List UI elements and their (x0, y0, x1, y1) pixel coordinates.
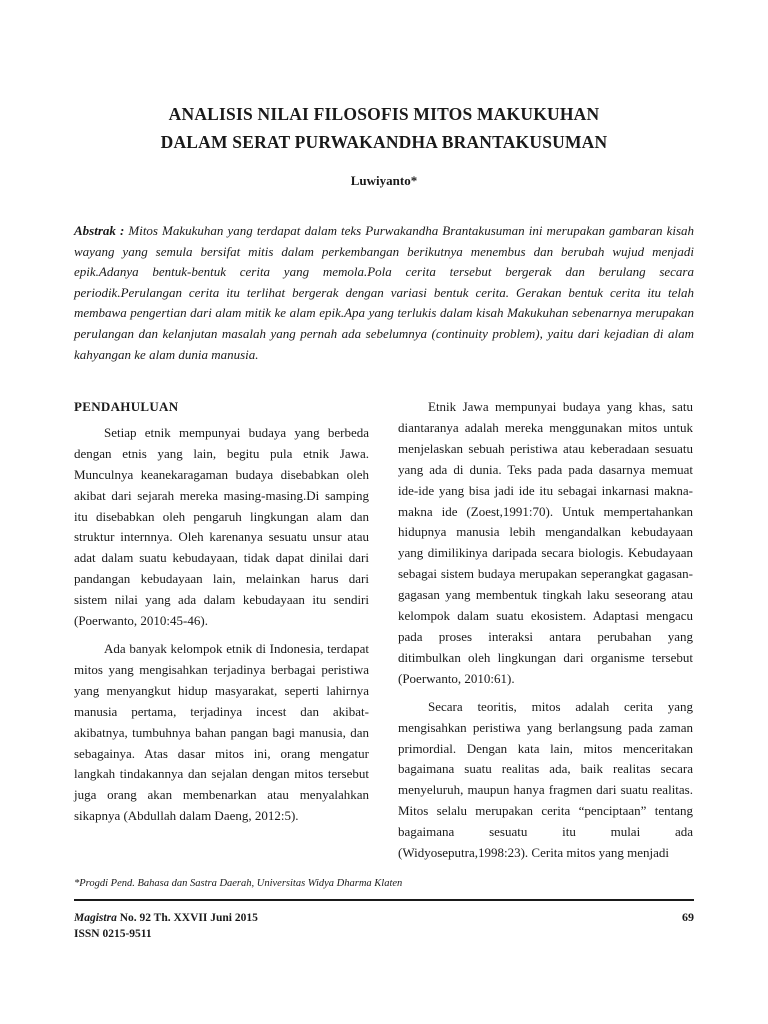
author-name: Luwiyanto* (350, 173, 418, 188)
issn: ISSN 0215-9511 (74, 928, 152, 940)
title-line-2: DALAM SERAT PURWAKANDHA BRANTAKUSUMAN (160, 132, 608, 152)
paragraph: Secara teoritis, mitos adalah cerita yang mengisahkan peristiwa yang berlangsung pada zaman primordial. Dengan kata lain, mitos menceritakan bagaimana suatu realitas ada, baik realitas secara menyeluruh, maupun hanya fragmen dari suatu realitas. Mitos selalu merupakan cerita “penciptaan” tentang bagaimana sesuatu itu mulai ada (Widyoseputra,1998:23). Cerita mitos yang menjadi (398, 698, 693, 861)
paragraph: Ada banyak kelompok etnik di Indonesia, terdapat mitos yang mengisahkan terjadinya berbagai peristiwa yang menyangkut hidup masyarakat, seperti lahirnya manusia pertama, terjadinya incest dan akibat-akibatnya, tumbuhnya bahan pangan bagi manusia, dan sebagainya. Atas dasar mitos ini, orang mengatur langkah tindakannya dan sejalan dengan mitos tersebut juga orang akan membenarkan atau menyalahkan sikapnya (Abdullah dalam Daeng, 2012:5). (74, 640, 369, 824)
footer-divider (74, 899, 694, 901)
right-column (398, 397, 693, 871)
journal-name: Magistra (74, 912, 117, 924)
paragraph: Etnik Jawa mempunyai budaya yang khas, satu diantaranya adalah mereka menggunakan mitos untuk menjelaskan sebuah peristiwa atau keberadaan sesuatu yang ada di dunia. Teks pada pada dasarnya memuat ide-ide yang bisa jadi ide itu sebagai inkarnasi makna-makna ide (Zoest,1991:70). Untuk mempertahankan hidupnya manusia lebih mengandalkan kebudayaan yang dimilikinya daripada secara biologis. Kebudayaan sebagai sistem budaya merupakan seperangkat gagasan-gagasan yang membentuk tingkah laku seseorang atau kelompok dalam suatu ekosistem. Adaptasi mengacu pada proses interaksi antara perubahan yang ditimbulkan oleh lingkungan dari organisme tersebut (Poerwanto, 2010:61). (398, 399, 693, 686)
paragraph: Setiap etnik mempunyai budaya yang berbeda dengan etnis yang lain, begitu pula etnik Jawa. Munculnya keanekaragaman budaya disebabkan oleh akibat dari sejarah mereka masing-masing.Di samping itu disebabkan oleh pengaruh lingkungan alam dan struktur internnya. Oleh karenanya sesuatu unsur atau adat dalam suatu kebudayaan, tidak dapat dinilai dari pandangan kebudayaan lain, melainkan harus dari sistem nilai yang ada dalam kebudayaan itu sendiri (Poerwanto, 2010:45-46). (74, 424, 369, 629)
journal-issue: No. 92 Th. XXVII Juni 2015 (116, 912, 258, 924)
article-title (74, 100, 694, 156)
abstract-label: Abstrak : (74, 223, 125, 238)
section-heading: PENDAHULUAN (74, 399, 179, 414)
page-number: 69 (682, 910, 694, 924)
journal-info (74, 910, 258, 942)
abstract-text: Mitos Makukuhan yang terdapat dalam teks Purwakandha Brantakusuman ini merupakan gambaran kisah wayang yang semula bersifat mitis dalam perkembangan berikutnya menembus dan berubah wujud menjadi epik.Adanya bentuk-bentuk cerita yang memola.Pola cerita tersebut bergerak dan berulang secara periodik.Perulangan cerita itu terlihat bergerak dengan variasi bentuk cerita. Gerakan bentuk cerita itu telah membawa pengertian dari alam mitik ke alam epik.Apa yang terlukis dalam kisah Makukuhan sebenarnya merupakan perulangan dan kelanjutan masalah yang pernah ada sebelumnya (continuity problem), yaitu dari kejadian di alam kahyangan ke alam dunia manusia. (74, 223, 695, 362)
footnote: *Progdi Pend. Bahasa dan Sastra Daerah, Universitas Widya Dharma Klaten (74, 878, 403, 889)
left-column (74, 397, 369, 834)
title-line-1: ANALISIS NILAI FILOSOFIS MITOS MAKUKUHAN (168, 104, 600, 124)
abstract (74, 221, 694, 365)
